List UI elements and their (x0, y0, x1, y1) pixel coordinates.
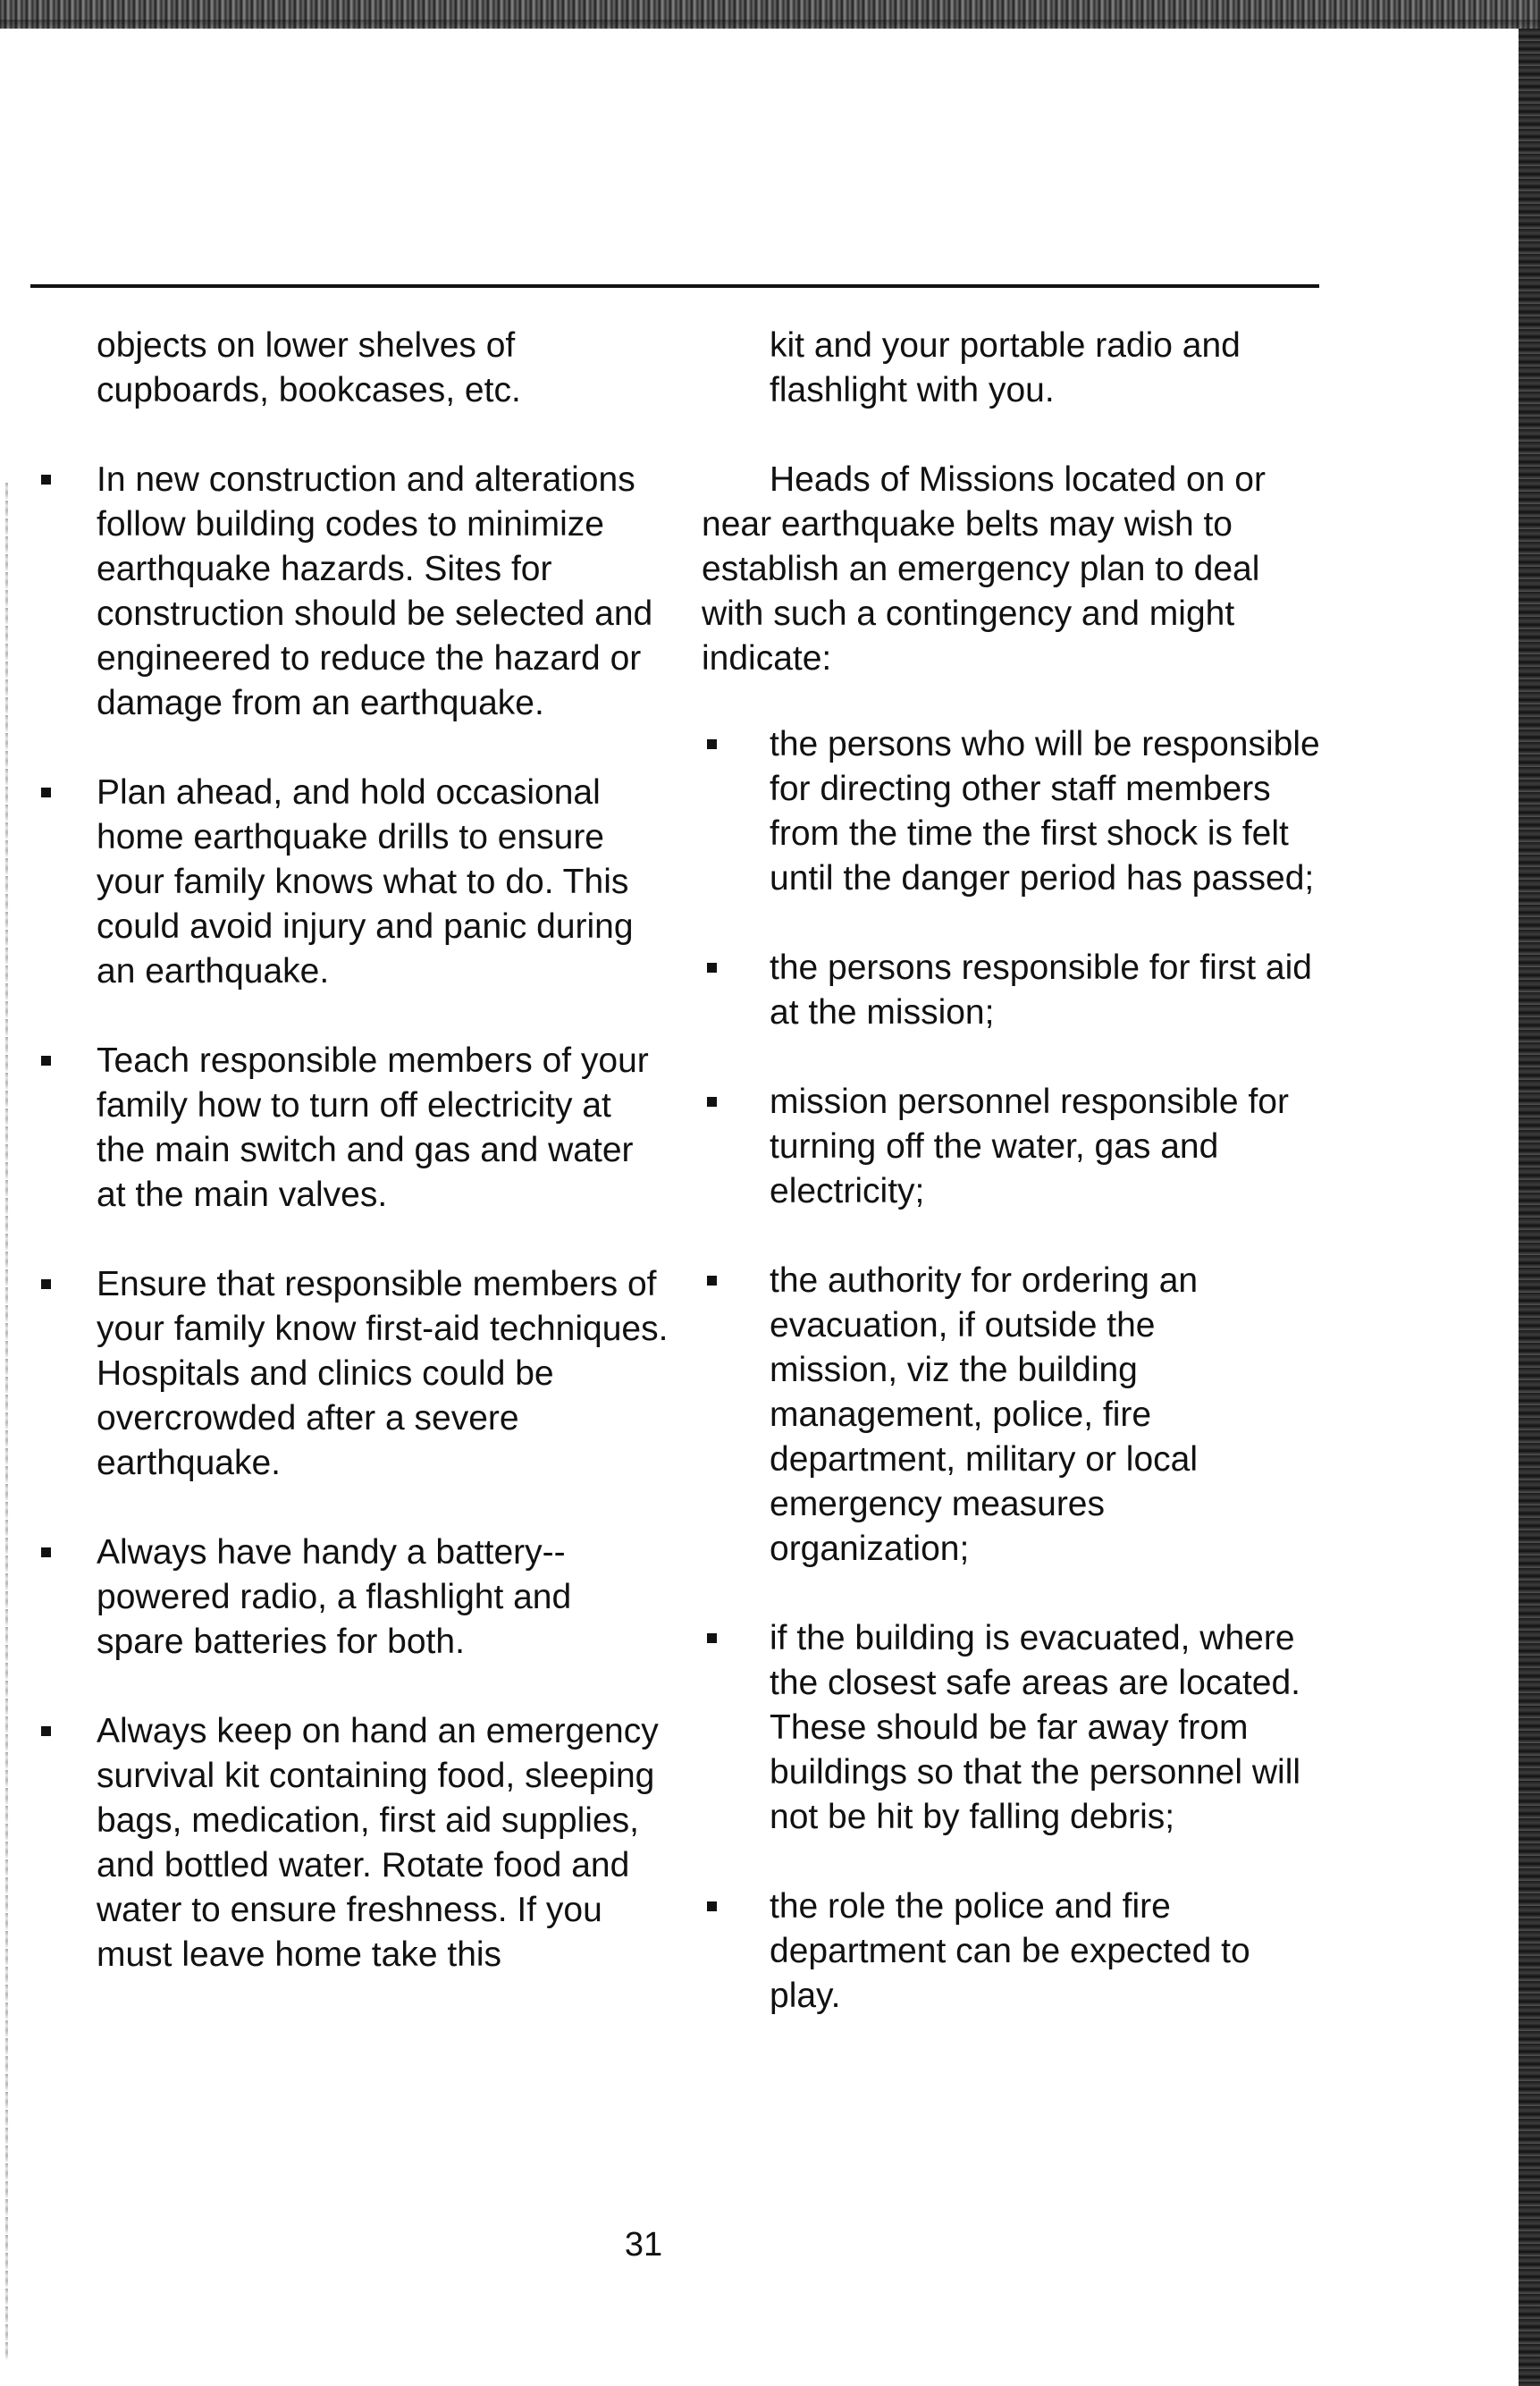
bullet-icon (41, 1056, 51, 1066)
bullet-icon (707, 963, 717, 973)
list-item: In new construction and alterations follow building codes to minimize earthquake hazards. Sites for construction should be selected and engineered to reduce the hazard or damage from an earthquake. (36, 458, 661, 726)
list-item: if the building is evacuated, where the closest safe areas are located. These should be far away from buildings so that the personnel will not be hit by falling debris; (702, 1616, 1345, 1840)
left-column (36, 324, 669, 1977)
header-rule (30, 284, 1319, 288)
bullet-icon (41, 1547, 51, 1557)
scan-edge-top (0, 0, 1540, 29)
scan-edge-right (1519, 29, 1540, 2386)
list-item: Ensure that responsible members of your family know first-aid techniques. Hospitals and clinics could be overcrowded after a severe earthquake. (36, 1262, 661, 1486)
list-item: the persons responsible for first aid at the mission; (702, 946, 1345, 1035)
list-item: the persons who will be responsible for directing other staff members from the time the first shock is felt until the danger period has passed; (702, 722, 1345, 901)
page-number: 31 (624, 2226, 663, 2264)
list-item: Teach responsible members of your family how to turn off electricity at the main switch and gas and water at the main valves. (36, 1039, 661, 1218)
list-item: Always keep on hand an emergency survival kit containing food, sleeping bags, medication, first aid supplies, and bottled water. Rotate food and water to ensure freshness. If you must leave home take this (36, 1709, 661, 1977)
bullet-icon (707, 1097, 717, 1107)
scan-edge-left (5, 483, 8, 2360)
bullet-icon (41, 475, 51, 485)
bullet-icon (707, 739, 717, 749)
left-continuation: objects on lower shelves of cupboards, bookcases, etc. (97, 326, 521, 409)
list-item: Plan ahead, and hold occasional home earthquake drills to ensure your family knows what to do. This could avoid injury and panic during an earthquake. (36, 771, 661, 994)
bullet-icon (41, 1279, 51, 1289)
right-column (702, 324, 1345, 2019)
intro-paragraph: Heads of Missions located on or near earthquake belts may wish to establish an emergency plan to deal with such a contingency and might indicate: (702, 460, 1266, 678)
right-continuation: kit and your portable radio and flashlight with you. (770, 326, 1241, 409)
bullet-icon (41, 1726, 51, 1736)
bullet-icon (707, 1276, 717, 1286)
list-item: mission personnel responsible for turning off the water, gas and electricity; (702, 1080, 1345, 1214)
bullet-icon (707, 1633, 717, 1643)
bullet-icon (707, 1901, 717, 1911)
list-item: the authority for ordering an evacuation, if outside the mission, viz the building management, police, fire department, military or local emergency measures organization; (702, 1259, 1345, 1572)
bullet-icon (41, 788, 51, 797)
list-item: the role the police and fire department can be expected to play. (702, 1884, 1345, 2019)
list-item: Always have handy a battery--powered radio, a flashlight and spare batteries for both. (36, 1530, 661, 1665)
